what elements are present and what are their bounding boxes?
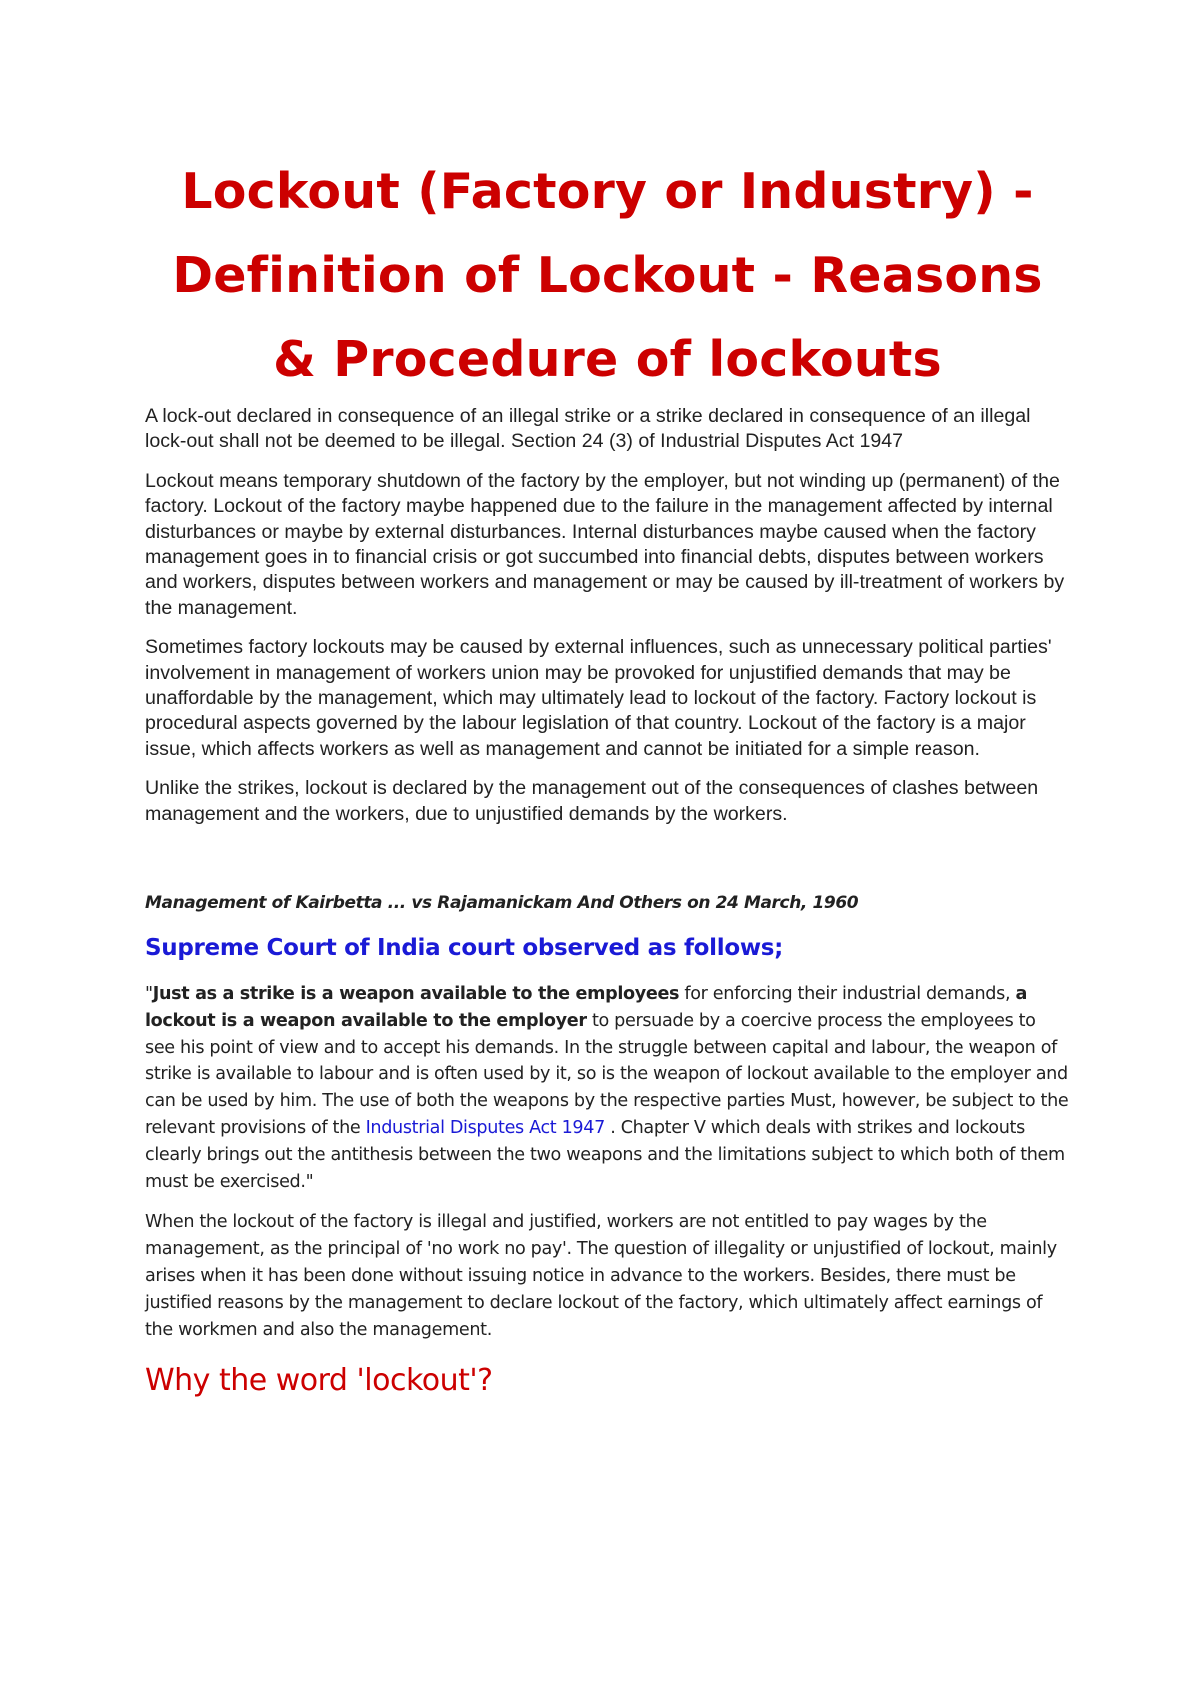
document-page <box>145 0 1070 1398</box>
paragraph-unlike-strikes: Unlike the strikes, lockout is declared by the management out of the consequences of clashes between management and the workers, due to unjustified demands by the workers. <box>145 777 1039 825</box>
court-quote <box>145 981 1070 1195</box>
section-heading-why-lockout: Why the word 'lockout'? <box>145 1363 493 1399</box>
quote-text-1: for enforcing their industrial demands, <box>679 984 1016 1005</box>
title-line-3: & Procedure of lockouts <box>273 331 942 388</box>
case-title: Management of Kairbetta ... vs Rajamanickam And Others on 24 March, 1960 <box>145 893 859 914</box>
court-heading: Supreme Court of India court observed as follows; <box>145 935 784 962</box>
quote-section <box>145 981 1070 1343</box>
quote-open: " <box>145 984 153 1005</box>
quote-text-3: . Chapter V which deals with strikes and lockouts clearly brings out the antithesis between the two weapons and the limitations subject to which both of them must be exercised." <box>145 1118 1065 1192</box>
industrial-disputes-act-link[interactable]: Industrial Disputes Act 1947 <box>365 1118 605 1139</box>
page-title <box>145 150 1070 402</box>
intro-section <box>145 404 1070 827</box>
quote-bold-strike: Just as a strike is a weapon available to the employees <box>152 984 680 1005</box>
title-line-1: Lockout (Factory or Industry) - <box>181 163 1034 220</box>
paragraph-definition: Lockout means temporary shutdown of the factory by the employer, but not winding up (permanent) of the factory. Lockout of the factory maybe happened due to the failure in the management affected by internal disturbances or maybe by external disturbances. Internal disturbances maybe caused when the factory management goes in to financial crisis or got succumbed into financial debts, disputes between workers and workers, disputes between workers and management or may be caused by ill-treatment of workers by the management. <box>145 469 1065 619</box>
quote-text-2: to persuade by a coercive process the employees to see his point of view and to accept his demands. In the struggle between capital and labour, the weapon of strike is available to labour and is often used by it, so is the weapon of lockout available to the employer and can be used by him. The use of both the weapons by the respective parties Must, however, be subject to the relevant provisions of the <box>145 1010 1069 1139</box>
paragraph-external-influences: Sometimes factory lockouts may be caused by external influences, such as unnecessary political parties' involvement in management of workers union may be provoked for unjustified demands that may be unaffordable by the management, which may ultimately lead to lockout of the factory. Factory lockout is procedural aspects governed by the labour legislation of that country. Lockout of the factory is a major issue, which affects workers as well as management and cannot be initiated for a simple reason. <box>145 636 1052 760</box>
title-line-2: Definition of Lockout - Reasons <box>172 247 1043 304</box>
paragraph-illegal-lockout: When the lockout of the factory is illegal and justified, workers are not entitled to pay wages by the management, as the principal of 'no work no pay'. The question of illegality or unjustified of lockout, mainly arises when it has been done without issuing notice in advance to the workers. Besides, there must be justified reasons by the management to declare lockout of the factory, which ultimately affect earnings of the workmen and also the management. <box>145 1212 1057 1340</box>
quote-bold-lockout: a lockout is a weapon available to the employer <box>145 984 1027 1031</box>
intro-paragraph: A lock-out declared in consequence of an illegal strike or a strike declared in consequence of an illegal lock-out shall not be deemed to be illegal. Section 24 (3) of Industrial Disputes Act 1947 <box>145 405 1031 453</box>
